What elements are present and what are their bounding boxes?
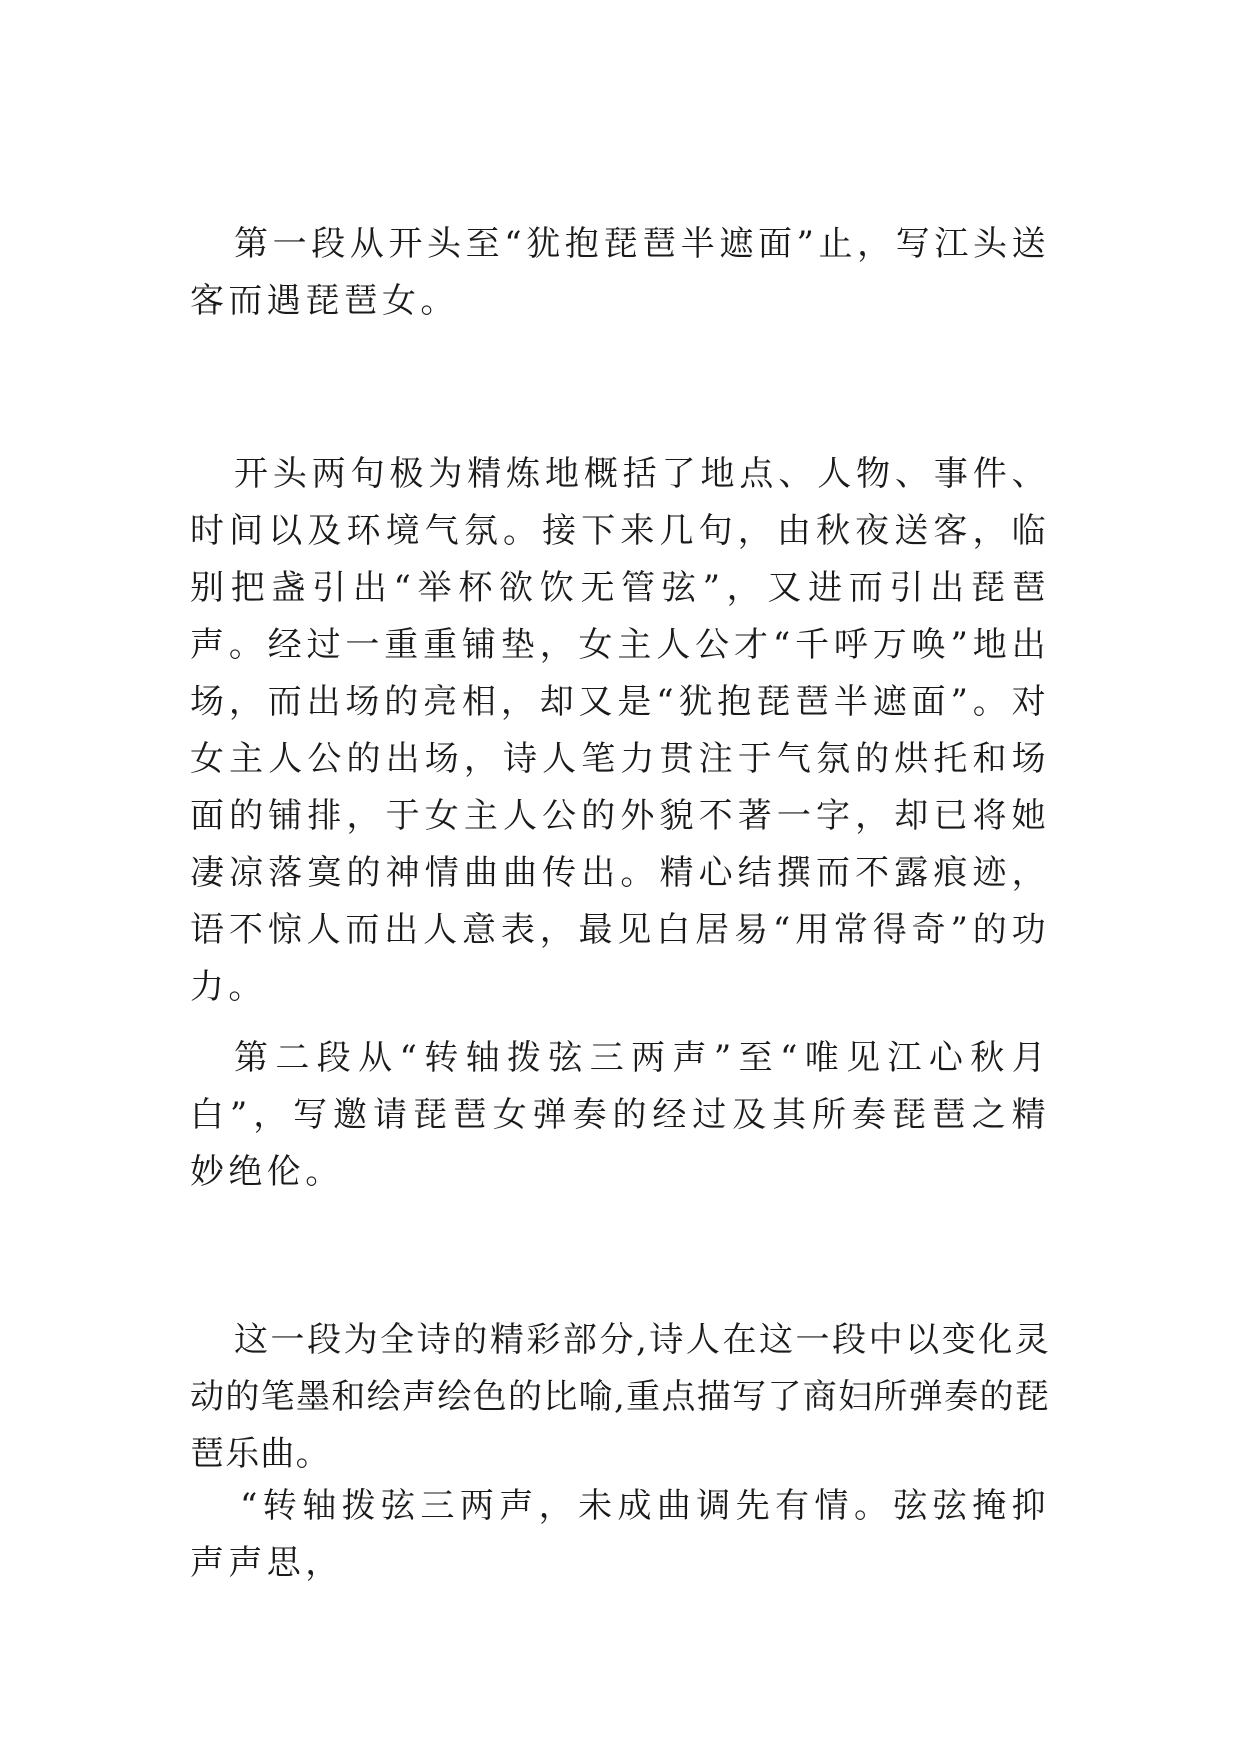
paragraph-highlight-section: 这一段为全诗的精彩部分,诗人在这一段中以变化灵动的笔墨和绘声绘色的比喻,重点描写了商妇所弹奏的琵琶乐曲。 — [190, 1320, 1050, 1474]
paragraph-section-two-intro: 第二段从“转轴拨弦三两声”至“唯见江心秋月白”，写邀请琵琶女弹奏的经过及其所奏琵琶之精妙绝伦。 — [190, 1038, 1050, 1192]
paragraph-poem-quote: “转轴拨弦三两声，未成曲调先有情。弦弦掩抑声声思， — [190, 1486, 1050, 1583]
paragraph-opening-analysis: 开头两句极为精炼地概括了地点、人物、事件、时间以及环境气氛。接下来几句，由秋夜送客，临别把盏引出“举杯欲饮无管弦”，又进而引出琵琶声。经过一重重铺垫，女主人公才“千呼万唤”地出场，而出场的亮相，却又是“犹抱琵琶半遮面”。对女主人公的出场，诗人笔力贯注于气氛的烘托和场面的铺排，于女主人公的外貌不著一字，却已将她凄凉落寞的神情曲曲传出。精心结撰而不露痕迹，语不惊人而出人意表，最见白居易“用常得奇”的功力。 — [190, 454, 1050, 1007]
paragraph-section-one-intro: 第一段从开头至“犹抱琵琶半遮面”止，写江头送客而遇琵琶女。 — [190, 224, 1050, 321]
